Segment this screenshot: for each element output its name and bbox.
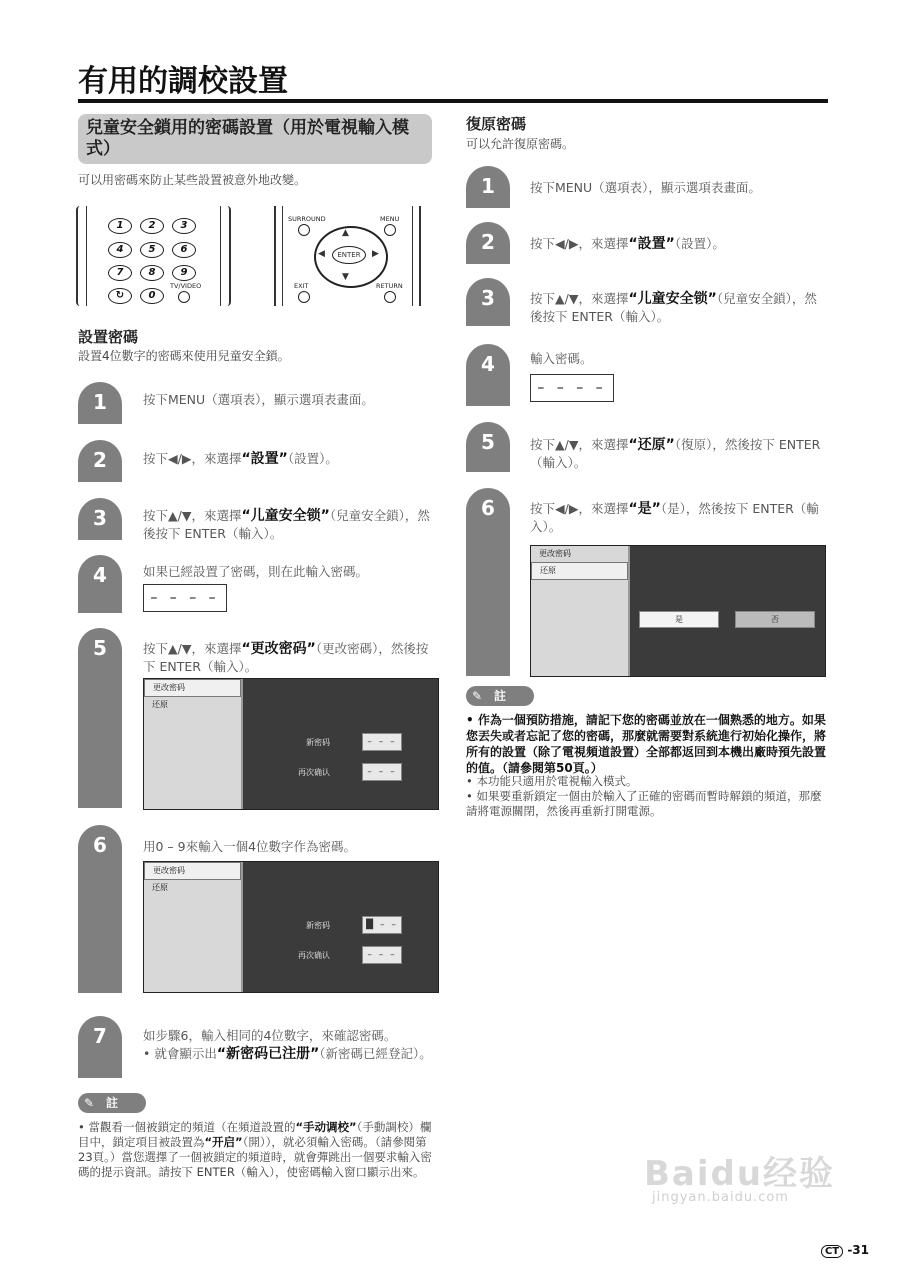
step-text bbox=[143, 563, 439, 581]
step-text-pre: 按下▲/▼，來選擇 bbox=[530, 437, 629, 452]
step-text bbox=[530, 290, 828, 326]
menu-item-reset: 还原 bbox=[531, 562, 628, 580]
yes-option: 是 bbox=[639, 611, 719, 628]
step-text-post: （是），然後按下 ENTER（輸入）。 bbox=[530, 501, 819, 534]
note-bold-text: 作為一個預防措施，請記下您的密碼並放在一個熟悉的地方。如果您丟失或者忘記了您的密碼，那麼就需要對系統進行初始化操作，將所有的設置（除了電視頻道設置）全部都返回到本機出廠時預先設置的值。（請參閱第50頁。） bbox=[466, 713, 827, 775]
right-arrow-icon: ▶ bbox=[372, 249, 379, 259]
step-text bbox=[530, 500, 828, 536]
menu-sidebar bbox=[144, 679, 243, 809]
step-number: 5 bbox=[481, 430, 495, 454]
return-button bbox=[384, 291, 396, 303]
set-password-intro: 設置4位數字的密碼來使用兒童安全鎖。 bbox=[78, 349, 290, 363]
step-number: 4 bbox=[481, 352, 495, 376]
step-number: 5 bbox=[93, 636, 107, 660]
down-arrow-icon: ▼ bbox=[342, 272, 349, 282]
step-text-bold: “儿童安全锁” bbox=[241, 508, 330, 524]
up-arrow-icon: ▲ bbox=[342, 228, 349, 238]
new-password-field: – – – – bbox=[362, 733, 402, 751]
step-text-bold: “儿童安全锁” bbox=[628, 291, 717, 307]
step-number: 3 bbox=[481, 286, 495, 310]
step-number: 7 bbox=[93, 1024, 107, 1048]
step-text-bold: “是” bbox=[628, 501, 661, 517]
flashback-key-icon: ↻ bbox=[108, 288, 132, 304]
note-pencil-icon: ✎ bbox=[472, 689, 483, 703]
step-text-post: （設置）。 bbox=[287, 451, 338, 466]
step-text bbox=[143, 838, 439, 856]
baidu-watermark-url: jingyan.baidu.com bbox=[652, 1190, 789, 1205]
section-title: 兒童安全鎖用的密碼設置（用於電視輸入模式） bbox=[86, 118, 409, 159]
note-pre: 當觀看一個被鎖定的頻道（在頻道設置的 bbox=[88, 1120, 296, 1134]
right-note-3: • 如果要重新鎖定一個由於輸入了正確的密碼而暫時解鎖的頻道，那麼請將電源關閉，然後再重新打開電源。 bbox=[466, 789, 822, 818]
key-1: 1 bbox=[108, 218, 132, 234]
remote-edge-right bbox=[220, 206, 231, 306]
menu-label: MENU bbox=[380, 215, 400, 223]
menu-item-reset: 还原 bbox=[152, 700, 168, 709]
reset-password-intro: 可以允許復原密碼。 bbox=[466, 137, 575, 151]
step-text-pre: 按下◀/▶，來選擇 bbox=[530, 236, 629, 251]
step-text-pre: 按下MENU（選項表），顯示選項表畫面。 bbox=[143, 392, 374, 407]
set-password-heading: 設置密碼 bbox=[78, 328, 139, 346]
step-text bbox=[143, 640, 439, 676]
note2-text: 本功能只適用於電視輸入模式。 bbox=[476, 774, 638, 788]
key-0: 0 bbox=[140, 288, 164, 304]
key-8: 8 bbox=[140, 265, 164, 281]
step-number: 6 bbox=[93, 833, 107, 857]
step-text-pre: 輸入密碼。 bbox=[530, 351, 593, 366]
menu-button bbox=[384, 224, 396, 236]
key-5: 5 bbox=[140, 242, 164, 258]
step-text bbox=[143, 507, 439, 543]
return-label: RETURN bbox=[376, 282, 403, 290]
step-number: 2 bbox=[481, 230, 495, 254]
note-mid: （手動調校）欄目中，鎖定項目被設置為 bbox=[78, 1120, 432, 1149]
step-number: 4 bbox=[93, 563, 107, 587]
password-box: – – – – bbox=[530, 374, 614, 402]
confirm-password-field: – – – – bbox=[362, 946, 402, 964]
bullet-pre: 就會顯示出 bbox=[154, 1046, 217, 1061]
step-text bbox=[530, 179, 828, 197]
remote-edge-left bbox=[76, 206, 87, 306]
step-number: 1 bbox=[481, 174, 495, 198]
step-text-pre: 按下◀/▶，來選擇 bbox=[530, 501, 629, 516]
right-note-bold: • 作為一個預防措施，請記下您的密碼並放在一個熟悉的地方。如果您丟失或者忘記了您的密碼，那麼就需要對系統進行初始化操作，將所有的設置（除了電視頻道設置）全部都返回到本機出廠時預先設置的值。（請參閱第50頁。） bbox=[466, 713, 827, 775]
note-post: （開）），就必須輸入密碼。（請參閱第23頁。）當您選擇了一個被鎖定的頻道時，就會彈跳出一個要求輸入密碼的提示資訊。請按下 ENTER（輸入），使密碼輸入窗口顯示出來。 bbox=[78, 1135, 432, 1179]
key-4: 4 bbox=[108, 242, 132, 258]
menu-sidebar bbox=[144, 862, 243, 992]
tv-video-label: TV/VIDEO bbox=[170, 282, 202, 290]
title-rule bbox=[78, 99, 828, 103]
new-password-label: 新密码 bbox=[306, 738, 330, 747]
step-number: 2 bbox=[93, 448, 107, 472]
step-text bbox=[143, 450, 439, 468]
key-7: 7 bbox=[108, 265, 132, 281]
step-text bbox=[143, 1027, 439, 1045]
step-text-pre: 如果已經設置了密碼，則在此輸入密碼。 bbox=[143, 564, 369, 579]
note-label: 註 bbox=[106, 1096, 119, 1110]
note3-text: 如果要重新鎖定一個由於輸入了正確的密碼而暫時解鎖的頻道，那麼請將電源關閉，然後再重新打開電源。 bbox=[466, 789, 822, 818]
menu-item-reset: 还原 bbox=[152, 883, 168, 892]
tv-video-button bbox=[178, 291, 190, 303]
confirm-password-field: – – – – bbox=[362, 763, 402, 781]
step-text-post: （復原），然後按下 ENTER（輸入）。 bbox=[530, 437, 821, 470]
change-password-menu-screenshot bbox=[143, 678, 439, 810]
menu-item-change-password: 更改密码 bbox=[144, 862, 241, 880]
step-text-pre: 按下▲/▼，來選擇 bbox=[143, 508, 242, 523]
step-number: 1 bbox=[93, 390, 107, 414]
note-bold1: “手动调校” bbox=[295, 1120, 357, 1134]
password-box: – – – – bbox=[143, 584, 227, 612]
step-text-pre: 用0 – 9來輸入一個4位數字作為密碼。 bbox=[143, 839, 357, 854]
step-text-bold: “設置” bbox=[241, 451, 288, 467]
page-title: 有用的調校設置 bbox=[78, 64, 288, 99]
step7-bullet: • 就會顯示出“新密码已注册”（新密碼已經登記）。 bbox=[143, 1046, 432, 1062]
menu-item-change-password: 更改密码 bbox=[539, 549, 571, 558]
reset-password-heading: 復原密碼 bbox=[466, 115, 527, 133]
step-text-post: （兒童安全鎖），然後按下 ENTER（輸入）。 bbox=[530, 291, 817, 324]
right-note-2: • 本功能只適用於電視輸入模式。 bbox=[466, 774, 638, 788]
remote-edge-left bbox=[274, 206, 283, 306]
confirm-password-label: 再次确认 bbox=[298, 768, 330, 777]
bullet-bold: “新密码已注册” bbox=[216, 1046, 320, 1062]
step-text-post: （兒童安全鎖），然後按下 ENTER（輸入）。 bbox=[143, 508, 430, 541]
key-3: 3 bbox=[172, 218, 196, 234]
left-arrow-icon: ◀ bbox=[318, 249, 325, 259]
step-text bbox=[530, 436, 828, 472]
enter-password-menu-screenshot bbox=[143, 861, 439, 993]
key-9: 9 bbox=[172, 265, 196, 281]
step-text-pre: 如步驟6，輸入相同的4位數字，來確認密碼。 bbox=[143, 1028, 397, 1043]
note-pencil-icon: ✎ bbox=[84, 1096, 95, 1110]
exit-label: EXIT bbox=[294, 282, 309, 290]
step-text bbox=[530, 235, 828, 253]
note-bold2: “开启” bbox=[204, 1135, 243, 1149]
new-password-field: █ – – – bbox=[362, 916, 402, 934]
bullet-post: （新密碼已經登記）。 bbox=[319, 1046, 432, 1061]
remote-keypad-illustration bbox=[74, 206, 234, 306]
key-2: 2 bbox=[140, 218, 164, 234]
step-text-pre: 按下▲/▼，來選擇 bbox=[530, 291, 629, 306]
step-text-bold: “設置” bbox=[628, 236, 675, 252]
baidu-watermark: Baidu经验 bbox=[644, 1154, 836, 1194]
note-label: 註 bbox=[494, 689, 507, 703]
left-note: • 當觀看一個被鎖定的頻道（在頻道設置的“手动调校”（手動調校）欄目中，鎖定項目被設置為“开启”（開）），就必須輸入密碼。（請參閱第23頁。）當您選擇了一個被鎖定的頻道時，就會彈跳出一個要求輸入密碼的提示資訊。請按下 ENTER（輸入），使密碼輸入窗口顯示出來。 bbox=[78, 1120, 432, 1179]
no-option: 否 bbox=[735, 611, 815, 628]
confirm-password-label: 再次确认 bbox=[298, 951, 330, 960]
new-password-label: 新密码 bbox=[306, 921, 330, 930]
page-number-value: -31 bbox=[847, 1243, 869, 1257]
enter-button: ENTER bbox=[332, 246, 366, 264]
surround-button bbox=[298, 224, 310, 236]
menu-sidebar bbox=[531, 546, 630, 676]
step-text-bold: “还原” bbox=[628, 437, 675, 453]
surround-label: SURROUND bbox=[288, 215, 326, 223]
key-6: 6 bbox=[172, 242, 196, 258]
country-badge: CT bbox=[821, 1245, 843, 1258]
step-number: 6 bbox=[481, 496, 495, 520]
step-text bbox=[143, 391, 439, 409]
step-text bbox=[530, 350, 828, 368]
step-number: 3 bbox=[93, 506, 107, 530]
reset-confirm-menu-screenshot bbox=[530, 545, 826, 677]
step-text-post: （設置）。 bbox=[674, 236, 725, 251]
remote-edge-right bbox=[412, 206, 421, 306]
step-text-pre: 按下▲/▼，來選擇 bbox=[143, 641, 242, 656]
step-text-pre: 按下◀/▶，來選擇 bbox=[143, 451, 242, 466]
menu-item-change-password: 更改密码 bbox=[144, 679, 241, 697]
exit-button bbox=[298, 291, 310, 303]
section-intro: 可以用密碼來防止某些設置被意外地改變。 bbox=[78, 173, 307, 187]
page-number bbox=[821, 1243, 869, 1258]
step-text-post: （更改密碼），然後按下 ENTER（輸入）。 bbox=[143, 641, 429, 674]
remote-nav-illustration bbox=[272, 206, 422, 306]
step-text-bold: “更改密码” bbox=[241, 641, 316, 657]
step-text-pre: 按下MENU（選項表），顯示選項表畫面。 bbox=[530, 180, 761, 195]
